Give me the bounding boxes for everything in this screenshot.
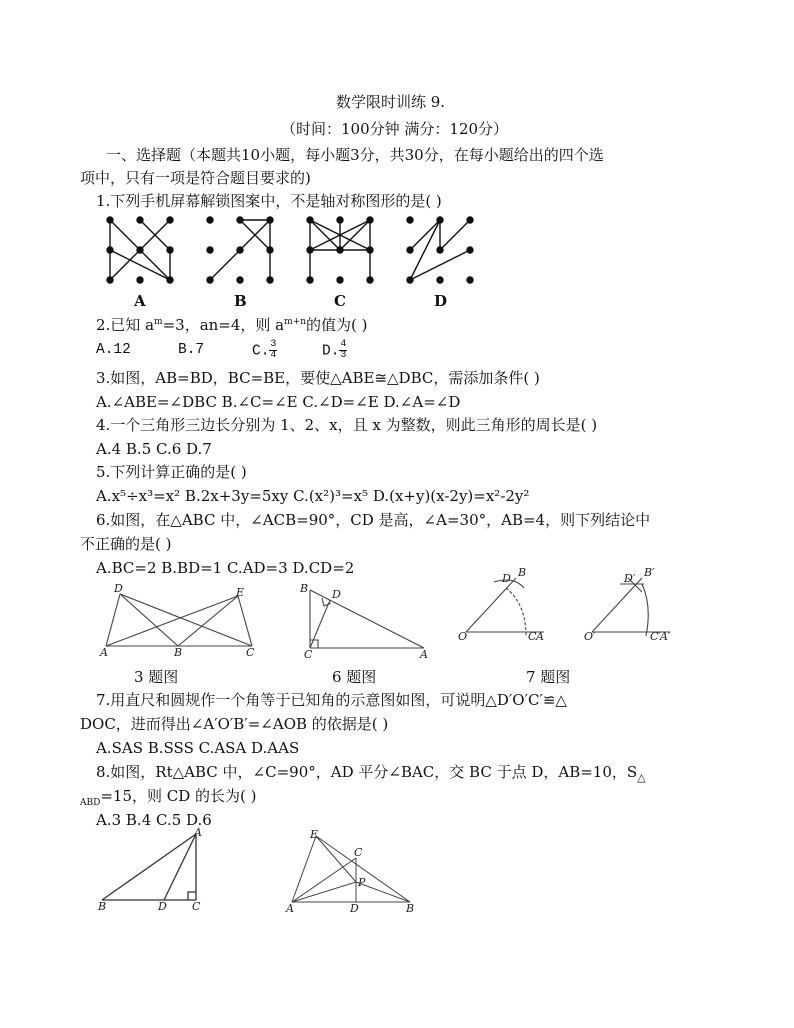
q7-options: A.SAS B.SSS C.ASA D.AAS	[96, 739, 300, 757]
q8-line2	[80, 786, 257, 813]
caption-figure-3: 3 题图	[134, 668, 179, 686]
svg-text:E: E	[236, 586, 245, 599]
q2-option-c	[252, 340, 277, 361]
section1-line2: 项中，只有一项是符合题目要求的)	[80, 169, 311, 187]
page-subtitle: （时间：100分钟 满分：120分）	[281, 120, 509, 138]
q8-options: A.3 B.4 C.5 D.6	[96, 811, 212, 829]
svg-text:E: E	[310, 828, 319, 841]
q2-option-d-fraction	[339, 340, 347, 361]
figure-3	[96, 582, 266, 658]
svg-text:A: A	[194, 828, 202, 839]
svg-text:A′: A′	[660, 630, 671, 643]
q2-option-d	[322, 340, 347, 361]
figure-8-right	[284, 828, 424, 916]
q6-line1: 6.如图，在△ABC 中，∠ACB=90°，CD 是高，∠A=30°，AB=4，则下列结论中	[96, 511, 651, 529]
svg-text:B: B	[98, 900, 107, 913]
q1-label-a: A	[134, 292, 146, 310]
svg-text:B: B	[518, 566, 527, 579]
pattern-a	[107, 217, 173, 283]
q1-label-c: C	[334, 292, 346, 310]
q8-sub-abd: ABD	[80, 798, 101, 808]
svg-text:A: A	[100, 646, 108, 658]
q5-options: A.x⁵÷x³=x² B.2x+3y=5xy C.(x²)³=x⁵ D.(x+y)(x-2y)=x²-2y²	[96, 487, 530, 505]
svg-text:B′: B′	[644, 566, 655, 579]
figure-6	[296, 580, 438, 660]
svg-text:D: D	[114, 582, 123, 595]
frac-numerator: 3	[270, 339, 277, 350]
svg-text:A: A	[420, 648, 428, 660]
svg-text:A: A	[536, 630, 544, 643]
q2-option-b: B.7	[178, 342, 205, 358]
frac-denominator: 4	[270, 350, 277, 361]
pattern-b	[207, 217, 273, 283]
q7-line2: DOC，进而得出∠A′O′B′=∠AOB 的依据是( )	[80, 715, 389, 733]
section1-line1: 一、选择题（本题共10小题，每小题3分，共30分，在每小题给出的四个选	[106, 146, 604, 164]
q8-line1-text: 8.如图，Rt△ABC 中，∠C=90°，AD 平分∠BAC，交 BC 于点 D，AB=10，S	[96, 763, 638, 781]
q2-stem-a: 2.已知 a	[96, 316, 155, 334]
svg-text:C: C	[192, 900, 201, 913]
q2-stem-c: 的值为( )	[306, 316, 368, 334]
q4-stem: 4.一个三角形三边长分别为 1、2、x，且 x 为整数，则此三角形的周长是( )	[96, 416, 598, 434]
q2-option-c-label: C.	[252, 343, 270, 360]
q2-sup-m: m	[154, 317, 163, 327]
q1-label-d: D	[434, 292, 448, 310]
svg-text:D: D	[502, 572, 511, 585]
svg-text:C: C	[246, 646, 255, 658]
q6-line2: 不正确的是( )	[80, 535, 172, 553]
page-title: 数学限时训练 9.	[336, 93, 446, 111]
q1-stem: 1.下列手机屏幕解锁图案中，不是轴对称图形的是( )	[96, 192, 442, 210]
svg-text:C: C	[354, 846, 363, 859]
q4-options: A.4 B.5 C.6 D.7	[96, 440, 212, 458]
figure-8-left	[96, 828, 212, 914]
figure-7	[454, 566, 694, 646]
q3-stem: 3.如图，AB=BD，BC=BE，要使△ABE≅△DBC，需添加条件( )	[96, 369, 540, 387]
svg-text:D′: D′	[624, 572, 636, 585]
svg-text:B: B	[174, 646, 183, 658]
svg-text:A: A	[286, 902, 294, 915]
q8-line2-text: =15，则 CD 的长为( )	[100, 787, 257, 805]
q2-option-d-label: D.	[322, 343, 340, 360]
caption-figure-7: 7 题图	[526, 668, 571, 686]
pattern-c	[307, 217, 373, 283]
q2-option-c-fraction	[269, 340, 277, 361]
svg-text:D: D	[158, 900, 167, 913]
svg-text:D: D	[332, 588, 341, 601]
q1-unlock-patterns	[96, 212, 486, 294]
frac-denominator: 3	[340, 350, 347, 361]
q8-sub-triangle: △	[637, 771, 646, 784]
q7-line1: 7.用直尺和圆规作一个角等于已知角的示意图如图，可说明△D′O′C′≌△	[96, 691, 567, 709]
q6-options: A.BC=2 B.BD=1 C.AD=3 D.CD=2	[96, 559, 355, 577]
q2-stem-b: =3，an=4，则 a	[162, 316, 285, 334]
q2-sup-mn: m+n	[284, 317, 306, 327]
svg-text:C′: C′	[650, 630, 661, 643]
caption-figure-6: 6 题图	[332, 668, 377, 686]
svg-text:O′: O′	[584, 630, 596, 643]
svg-text:B: B	[300, 582, 309, 595]
q5-stem: 5.下列计算正确的是( )	[96, 463, 247, 481]
frac-numerator: 4	[340, 339, 347, 350]
q2-stem	[96, 312, 367, 335]
svg-text:B: B	[406, 902, 415, 915]
svg-text:P: P	[358, 876, 366, 889]
svg-text:C: C	[304, 648, 313, 660]
svg-text:D: D	[350, 902, 359, 915]
q3-options: A.∠ABE=∠DBC B.∠C=∠E C.∠D=∠E D.∠A=∠D	[96, 393, 461, 411]
q1-label-b: B	[234, 292, 247, 310]
svg-text:C: C	[528, 630, 537, 643]
q2-option-a: A.12	[96, 342, 131, 358]
q8-line1	[96, 762, 646, 788]
svg-text:O: O	[458, 630, 468, 643]
pattern-d	[407, 217, 473, 283]
